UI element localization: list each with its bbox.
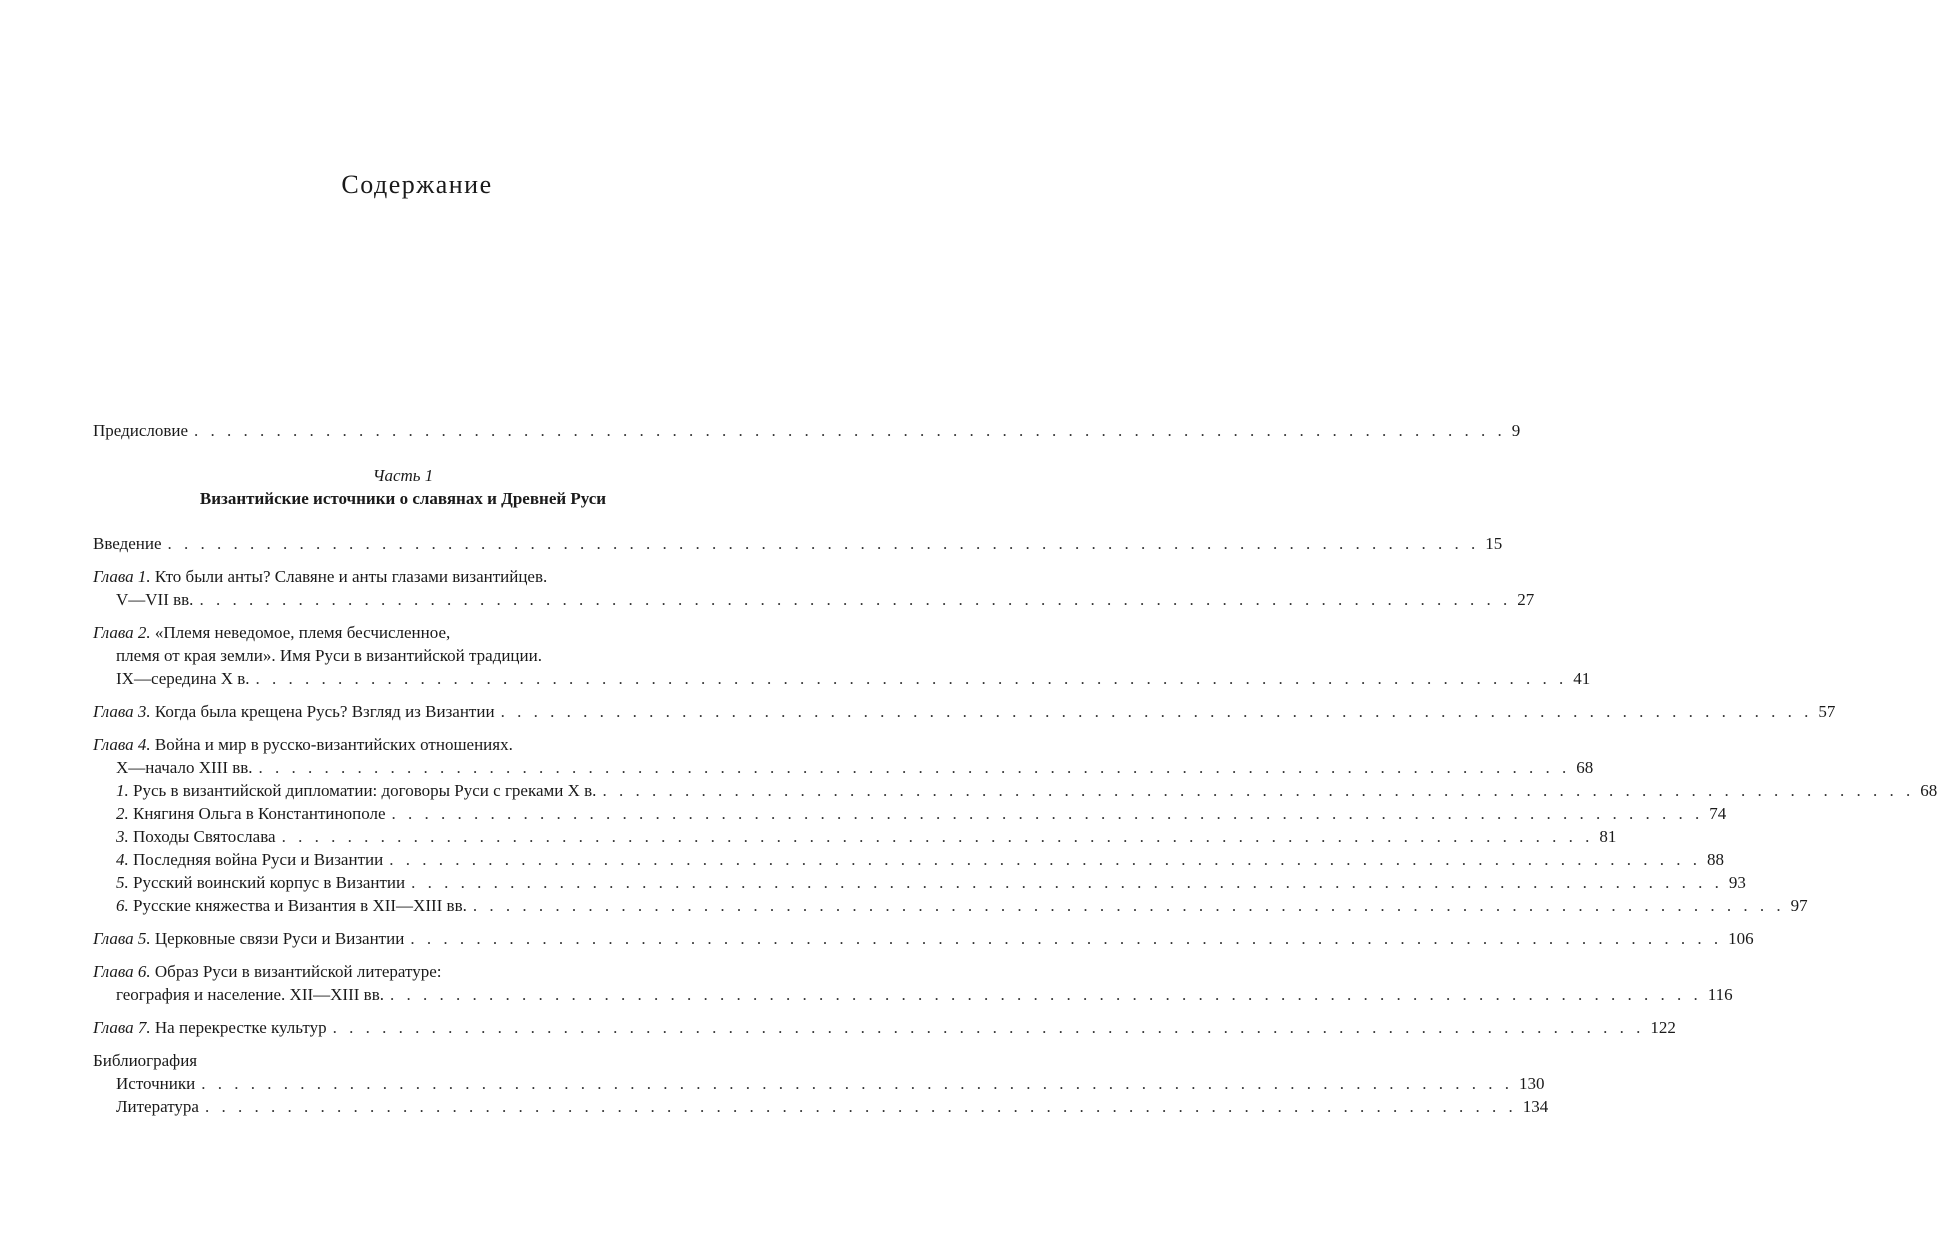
toc-entry-introduction [93, 532, 1503, 555]
section-title: Княгиня Ольга в Константинополе [133, 804, 386, 823]
section-title: Последняя война Руси и Византии [133, 850, 384, 869]
leader-dots: . . . . . . . . . . . . . . . . . . . . . . . . . . . . . . . . . . . . . . . . . . . . . . . . . . . . . . . . . . . . . . . . . . . . . . . . . . . . . . . . [194, 421, 1506, 440]
section-number: 2. [116, 804, 129, 823]
chapter-title-line: На перекрестке культур [154, 1018, 327, 1037]
leader-dots: . . . . . . . . . . . . . . . . . . . . . . . . . . . . . . . . . . . . . . . . . . . . . . . . . . . . . . . . . . . . . . . . . . . . . . . . . . . . . . . . [281, 827, 1594, 846]
chapter-title-line: Образ Руси в византийской литературе: [154, 962, 442, 981]
leader-dots: . . . . . . . . . . . . . . . . . . . . . . . . . . . . . . . . . . . . . . . . . . . . . . . . . . . . . . . . . . . . . . . . . . . . . . . . . . . . . . . . [389, 850, 1701, 869]
section-number: 4. [116, 850, 129, 869]
chapter-title-line: IX—середина X в. [116, 669, 250, 688]
leader-dots: . . . . . . . . . . . . . . . . . . . . . . . . . . . . . . . . . . . . . . . . . . . . . . . . . . . . . . . . . . . . . . . . . . . . . . . . . . . . . . . . [602, 781, 1915, 800]
page-number: 27 [1517, 590, 1535, 609]
leader-dots: . . . . . . . . . . . . . . . . . . . . . . . . . . . . . . . . . . . . . . . . . . . . . . . . . . . . . . . . . . . . . . . . . . . . . . . . . . . . . . . . [472, 896, 1785, 915]
leader-dots: . . . . . . . . . . . . . . . . . . . . . . . . . . . . . . . . . . . . . . . . . . . . . . . . . . . . . . . . . . . . . . . . . . . . . . . . . . . . . . . . [410, 929, 1723, 948]
toc-section [93, 825, 1617, 848]
leader-dots: . . . . . . . . . . . . . . . . . . . . . . . . . . . . . . . . . . . . . . . . . . . . . . . . . . . . . . . . . . . . . . . . . . . . . . . . . . . . . . . . [389, 985, 1702, 1004]
page-number: 122 [1650, 1018, 1676, 1037]
chapter-title-line: география и население. XII—XIII вв. [116, 985, 384, 1004]
part-title: Византийские источники о славянах и Древней Руси [199, 489, 607, 508]
chapter-prefix: Глава 1. [93, 567, 151, 586]
chapter-prefix: Глава 2. [93, 623, 151, 642]
chapter-title-line: V—VII вв. [116, 590, 194, 609]
leader-dots: . . . . . . . . . . . . . . . . . . . . . . . . . . . . . . . . . . . . . . . . . . . . . . . . . . . . . . . . . . . . . . . . . . . . . . . . . . . . . . . . [411, 873, 1723, 892]
chapter-title-line: племя от края земли». Имя Руси в византийской традиции. [116, 646, 542, 665]
toc-section [93, 779, 1937, 802]
page-number: 81 [1599, 827, 1617, 846]
toc-entry-label: Литература [116, 1097, 199, 1116]
leader-dots: . . . . . . . . . . . . . . . . . . . . . . . . . . . . . . . . . . . . . . . . . . . . . . . . . . . . . . . . . . . . . . . . . . . . . . . . . . . . . . . . [500, 702, 1813, 721]
page-number: 57 [1818, 702, 1836, 721]
leader-dots: . . . . . . . . . . . . . . . . . . . . . . . . . . . . . . . . . . . . . . . . . . . . . . . . . . . . . . . . . . . . . . . . . . . . . . . . . . . . . . . . [255, 669, 1568, 688]
section-title: Походы Святослава [133, 827, 276, 846]
page-number: 106 [1728, 929, 1754, 948]
part-number: Часть 1 [372, 466, 434, 485]
section-title: Русь в византийской дипломатии: договоры Руси с греками X в. [133, 781, 597, 800]
page-number: 97 [1790, 896, 1808, 915]
toc-section [93, 871, 1746, 894]
leader-dots: . . . . . . . . . . . . . . . . . . . . . . . . . . . . . . . . . . . . . . . . . . . . . . . . . . . . . . . . . . . . . . . . . . . . . . . . . . . . . . . . [204, 1097, 1517, 1116]
leader-dots: . . . . . . . . . . . . . . . . . . . . . . . . . . . . . . . . . . . . . . . . . . . . . . . . . . . . . . . . . . . . . . . . . . . . . . . . . . . . . . . . [199, 590, 1512, 609]
leader-dots: . . . . . . . . . . . . . . . . . . . . . . . . . . . . . . . . . . . . . . . . . . . . . . . . . . . . . . . . . . . . . . . . . . . . . . . . . . . . . . . . [332, 1018, 1645, 1037]
toc-entry-label: Источники [116, 1074, 196, 1093]
chapter-title-line: Кто были анты? Славяне и анты глазами византийцев. [154, 567, 548, 586]
leader-dots: . . . . . . . . . . . . . . . . . . . . . . . . . . . . . . . . . . . . . . . . . . . . . . . . . . . . . . . . . . . . . . . . . . . . . . . . . . . . . . . . [201, 1074, 1513, 1093]
page-number: 15 [1485, 534, 1503, 553]
section-title: Русский воинский корпус в Византии [133, 873, 406, 892]
page-number: 68 [1920, 781, 1937, 800]
chapter-title-line: Церковные связи Руси и Византии [154, 929, 405, 948]
page-number: 74 [1709, 804, 1727, 823]
page-number: 93 [1728, 873, 1746, 892]
leader-dots: . . . . . . . . . . . . . . . . . . . . . . . . . . . . . . . . . . . . . . . . . . . . . . . . . . . . . . . . . . . . . . . . . . . . . . . . . . . . . . . . [391, 804, 1704, 823]
section-title: Русские княжества и Византия в XII—XIII вв. [133, 896, 467, 915]
bibliography-label: Библиография [93, 1051, 198, 1070]
page-number: 134 [1522, 1097, 1549, 1116]
page-number: 68 [1576, 758, 1594, 777]
toc-bibliography-item [93, 1095, 1549, 1118]
toc-chapter-7 [93, 1016, 1676, 1039]
toc-section [93, 848, 1724, 871]
leader-dots: . . . . . . . . . . . . . . . . . . . . . . . . . . . . . . . . . . . . . . . . . . . . . . . . . . . . . . . . . . . . . . . . . . . . . . . . . . . . . . . . [258, 758, 1571, 777]
toc-chapter-1 [93, 565, 1535, 611]
chapter-title-line: Война и мир в русско-византийских отношениях. [154, 735, 513, 754]
toc-chapter-3 [93, 700, 1836, 723]
page-number: 130 [1518, 1074, 1545, 1093]
section-number: 6. [116, 896, 129, 915]
toc-section [93, 894, 1808, 917]
page-number: 116 [1707, 985, 1733, 1004]
table-of-contents [93, 419, 1937, 1118]
chapter-title-line: Когда была крещена Русь? Взгляд из Византии [154, 702, 495, 721]
chapter-prefix: Глава 6. [93, 962, 151, 981]
section-number: 1. [116, 781, 129, 800]
page-number: 41 [1573, 669, 1591, 688]
toc-chapter-6 [93, 960, 1733, 1006]
page-number: 88 [1706, 850, 1724, 869]
chapter-prefix: Глава 4. [93, 735, 151, 754]
toc-entry-label: Введение [93, 534, 162, 553]
page-number: 9 [1511, 421, 1521, 440]
chapter-prefix: Глава 5. [93, 929, 151, 948]
toc-bibliography [93, 1049, 1549, 1118]
chapter-prefix: Глава 3. [93, 702, 151, 721]
toc-chapter-5 [93, 927, 1754, 950]
leader-dots: . . . . . . . . . . . . . . . . . . . . . . . . . . . . . . . . . . . . . . . . . . . . . . . . . . . . . . . . . . . . . . . . . . . . . . . . . . . . . . . . [167, 534, 1480, 553]
page-title: Содержание [341, 170, 493, 199]
section-number: 5. [116, 873, 129, 892]
toc-section [93, 802, 1727, 825]
chapter-title-line: «Племя неведомое, племя бесчисленное, [154, 623, 451, 642]
toc-chapter-4 [93, 733, 1937, 917]
chapter-title-line: X—начало XIII вв. [116, 758, 253, 777]
toc-entry-preface [93, 419, 1521, 442]
chapter-prefix: Глава 7. [93, 1018, 151, 1037]
toc-chapter-2 [93, 621, 1591, 690]
toc-bibliography-item [93, 1072, 1545, 1095]
section-number: 3. [116, 827, 129, 846]
toc-entry-label: Предисловие [93, 421, 189, 440]
